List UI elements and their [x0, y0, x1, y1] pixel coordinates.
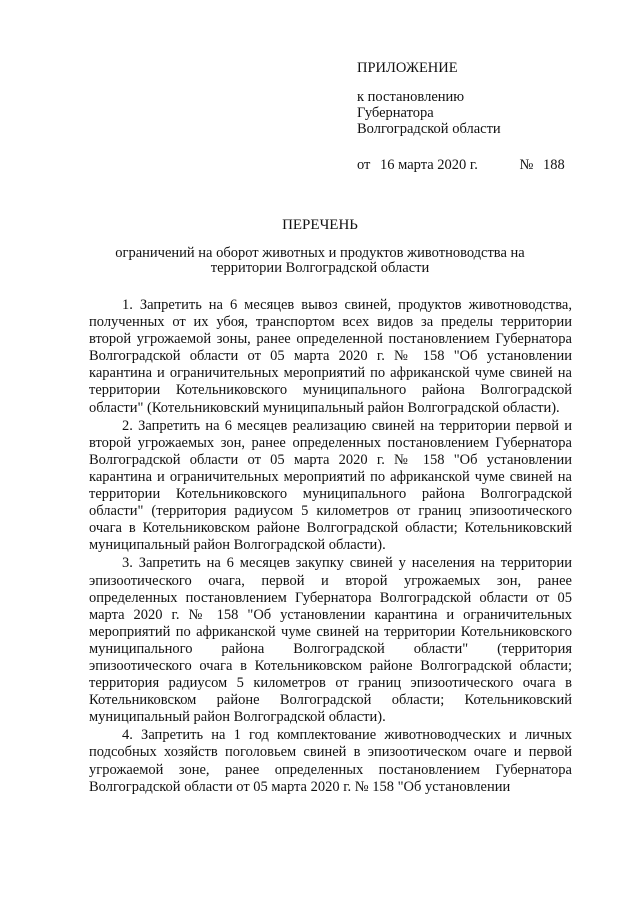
paragraph-3: 3. Запретить на 6 месяцев закупку свиней у населения на территории эпизоотического очага, первой и второй угрожаемых зон, ранее определенных постановлением Губернатора Волгоградской области от 05 марта 2020 г. № 158 "Об установлении карантина и ограничительных мероприятий по африканской чуме свиней на территории Котельниковского муниципального района Волгоградской области" (территория эпизоотического очага в Котельниковском районе Волгоградской области; территория радиусом 5 километров от границ эпизоотического очага в Котельниковском районе Волгоградской области; Котельниковский муниципальный район Волгоградской области). [89, 555, 572, 726]
date-prefix: от [357, 157, 371, 173]
document-body [89, 297, 572, 796]
paragraph-1: 1. Запретить на 6 месяцев вывоз свиней, продуктов животноводства, полученных от их убоя, транспортом всех видов за пределы территории второй угрожаемой зоны, ранее определенной постановлением Губернатора Волгоградской области от 05 марта 2020 г. № 158 "Об установлении карантина и ограничительных мероприятий по африканской чуме свиней на территории Котельниковского муниципального района Волгоградской области" (Котельниковский муниципальный район Волгоградской области). [89, 297, 572, 416]
number-prefix: № [519, 157, 534, 173]
document-title: ПЕРЕЧЕНЬ [282, 217, 358, 233]
document-subtitle: ограничений на оборот животных и продуктов животноводства на территории Волгоградской области [115, 245, 525, 276]
document-header [357, 60, 565, 173]
header-line-region: Волгоградской области [357, 121, 501, 137]
paragraph-2: 2. Запретить на 6 месяцев реализацию свиней на территории первой и второй угрожаемых зон, ранее определенных постановлением Губернатора Волгоградской области от 05 марта 2020 г. № 158 "Об установлении карантина и ограничительных мероприятий по африканской чуме свиней на территории Котельниковского муниципального района Волгоградской области" (территория радиусом 5 километров от границ эпизоотического очага в Котельниковском районе Волгоградской области; Котельниковский муниципальный район Волгоградской области). [89, 417, 572, 554]
document-number: 188 [542, 157, 565, 173]
header-line-governor: Губернатора [357, 105, 434, 121]
appendix-label: ПРИЛОЖЕНИЕ [357, 60, 458, 76]
header-line-resolution: к постановлению [357, 89, 465, 105]
paragraph-4: 4. Запретить на 1 год комплектование животноводческих и личных подсобных хозяйств поголовьем свиней в эпизоотическом очаге и первой угрожаемой зоне, ранее определенных постановлением Губернатора Волгоградской области от 05 марта 2020 г. № 158 "Об установлении [89, 727, 572, 795]
date-number-row [357, 157, 565, 173]
document-date: 16 марта 2020 г. [380, 157, 478, 173]
